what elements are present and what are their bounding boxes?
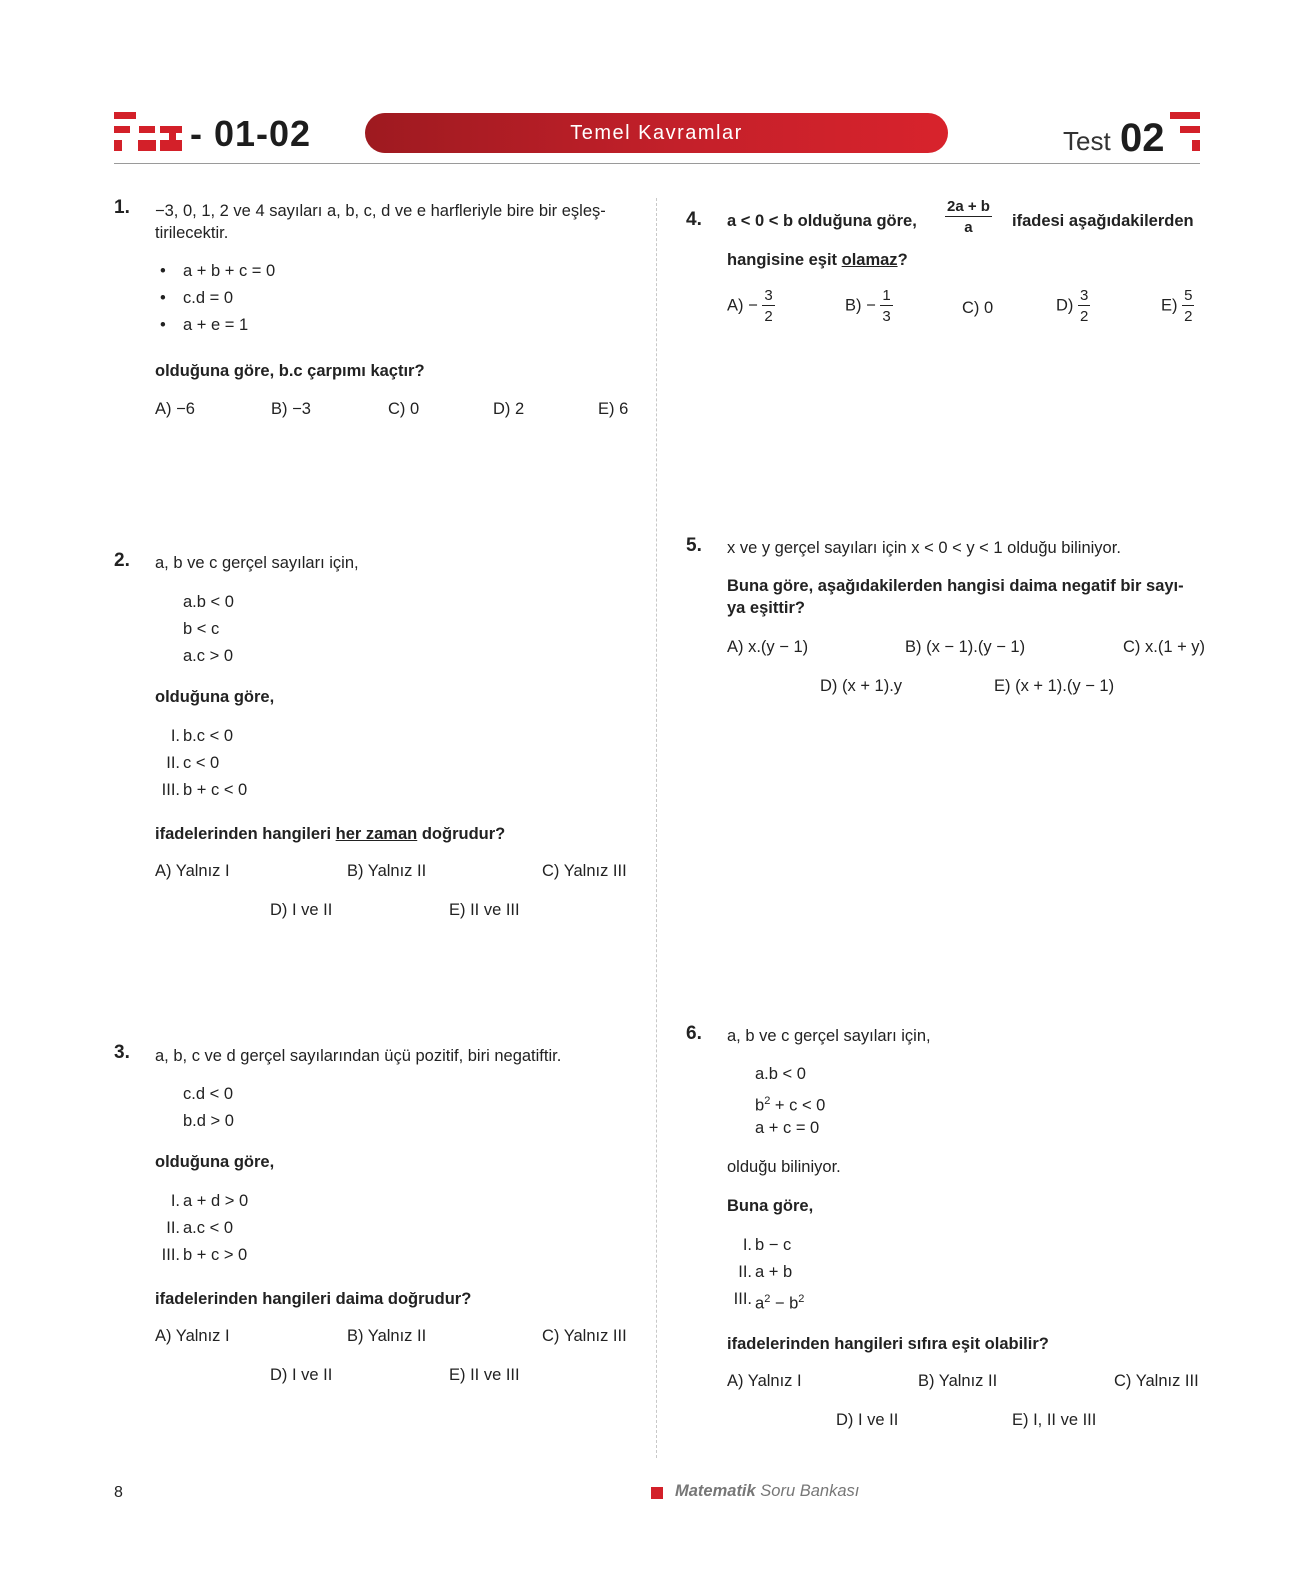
- question-4-fraction: $\frac{2a + b}{a}$: [947, 198, 990, 236]
- question-6-intro: a, b ve c gerçel sayıları için,: [727, 1027, 931, 1045]
- statement-numeral: III.: [161, 1246, 180, 1264]
- footer-brand: Matematik Soru Bankası: [675, 1482, 860, 1500]
- question-6-option-e[interactable]: E) I, II ve III: [1012, 1411, 1097, 1429]
- question-2-lead: olduğuna göre,: [155, 688, 275, 706]
- question-4-stem: hangisine eşit olamaz?: [727, 251, 908, 269]
- topic-banner: Temel Kavramlar: [365, 113, 948, 153]
- question-2-option-c[interactable]: C) Yalnız III: [542, 862, 627, 880]
- statement-numeral: II.: [166, 1219, 180, 1237]
- question-2-statement: b + c < 0: [183, 781, 248, 799]
- question-6-option-a[interactable]: A) Yalnız I: [727, 1372, 802, 1390]
- footer-square-icon: [651, 1487, 663, 1499]
- bullet-dot: •: [160, 316, 166, 334]
- question-2-statement: c < 0: [183, 754, 220, 772]
- question-6-option-b[interactable]: B) Yalnız II: [918, 1372, 998, 1390]
- question-2-condition: a.b < 0: [183, 593, 234, 611]
- question-3-option-c[interactable]: C) Yalnız III: [542, 1327, 627, 1345]
- question-3-condition: b.d > 0: [183, 1112, 234, 1130]
- question-3-lead: olduğuna göre,: [155, 1153, 275, 1171]
- question-2-intro: a, b ve c gerçel sayıları için,: [155, 554, 359, 572]
- question-2-option-e[interactable]: E) II ve III: [449, 901, 520, 919]
- question-3-stem: ifadelerinden hangileri daima doğrudur?: [155, 1290, 472, 1308]
- question-2-option-a[interactable]: A) Yalnız I: [155, 862, 230, 880]
- bullet-dot: •: [160, 262, 166, 280]
- question-4-option-e[interactable]: E) $\frac{5}{2}$: [1161, 287, 1193, 325]
- question-3-option-e[interactable]: E) II ve III: [449, 1366, 520, 1384]
- question-5-option-b[interactable]: B) (x − 1).(y − 1): [905, 638, 1026, 656]
- question-3-condition: c.d < 0: [183, 1085, 233, 1103]
- question-6-condition: a.b < 0: [755, 1065, 806, 1083]
- column-divider: [656, 198, 657, 1458]
- question-3-number: 3.: [114, 1042, 130, 1063]
- question-6-option-d[interactable]: D) I ve II: [836, 1411, 899, 1429]
- question-3-statement: a.c < 0: [183, 1219, 233, 1237]
- question-2-stem: ifadelerinden hangileri her zaman doğrudur?: [155, 825, 506, 843]
- page-number: 8: [114, 1484, 123, 1501]
- question-3-option-b[interactable]: B) Yalnız II: [347, 1327, 427, 1345]
- test-code: - 01-02: [190, 113, 312, 154]
- question-5-option-a[interactable]: A) x.(y − 1): [727, 638, 809, 656]
- question-4-continuation: ifadesi aşağıdakilerden: [1012, 212, 1194, 230]
- question-6-statement: b − c: [755, 1236, 792, 1254]
- question-4-option-b[interactable]: B) − $\frac{1}{3}$: [845, 287, 891, 325]
- question-1-condition: a + b + c = 0: [183, 262, 276, 280]
- question-1-option-c[interactable]: C) 0: [388, 400, 420, 418]
- header-divider: [114, 163, 1200, 164]
- question-1-stem: olduğuna göre, b.c çarpımı kaçtır?: [155, 362, 425, 380]
- question-3-statement: a + d > 0: [183, 1192, 249, 1210]
- question-2-condition: a.c > 0: [183, 647, 233, 665]
- question-3-option-d[interactable]: D) I ve II: [270, 1366, 333, 1384]
- question-5-stem: Buna göre, aşağıdakilerden hangisi daima negatif bir sayı- ya eşittir?: [727, 577, 1184, 617]
- question-1-option-e[interactable]: E) 6: [598, 400, 629, 418]
- statement-numeral: I.: [170, 727, 180, 745]
- question-5-option-c[interactable]: C) x.(1 + y): [1123, 638, 1206, 656]
- question-4-option-d[interactable]: D) $\frac{3}{2}$: [1056, 287, 1089, 325]
- question-2-statement: b.c < 0: [183, 727, 233, 745]
- statement-numeral: III.: [161, 781, 180, 799]
- question-6-statement: $a^2 - b^2$: [755, 1293, 805, 1313]
- question-6-number: 6.: [686, 1023, 702, 1044]
- bullet-dot: •: [160, 289, 166, 307]
- question-6-option-c[interactable]: C) Yalnız III: [1114, 1372, 1199, 1390]
- question-1-number: 1.: [114, 197, 130, 218]
- question-6-known: olduğu biliniyor.: [727, 1158, 841, 1176]
- statement-numeral: I.: [742, 1236, 752, 1254]
- question-6-statement: a + b: [755, 1263, 793, 1281]
- question-3-option-a[interactable]: A) Yalnız I: [155, 1327, 230, 1345]
- question-3-intro: a, b, c ve d gerçel sayılarından üçü pozitif, biri negatiftir.: [155, 1047, 562, 1065]
- question-2-option-b[interactable]: B) Yalnız II: [347, 862, 427, 880]
- question-2-option-d[interactable]: D) I ve II: [270, 901, 333, 919]
- statement-numeral: I.: [170, 1192, 180, 1210]
- question-1-option-b[interactable]: B) −3: [271, 400, 311, 418]
- test-label: Test: [1063, 126, 1111, 156]
- question-4-number: 4.: [686, 209, 702, 230]
- test-number: 02: [1120, 116, 1165, 160]
- corner-logo-mark: [1170, 112, 1200, 152]
- question-4-condition: a < 0 < b olduğuna göre,: [727, 212, 917, 230]
- question-5-intro: x ve y gerçel sayıları için x < 0 < y < 1 olduğu biliniyor.: [727, 539, 1121, 557]
- question-5-option-d[interactable]: D) (x + 1).y: [820, 677, 903, 695]
- question-1-option-d[interactable]: D) 2: [493, 400, 525, 418]
- question-2-condition: b < c: [183, 620, 220, 638]
- question-3-statement: b + c > 0: [183, 1246, 248, 1264]
- statement-numeral: II.: [738, 1263, 752, 1281]
- question-1-option-a[interactable]: A) −6: [155, 400, 195, 418]
- question-4-option-a[interactable]: A) − $\frac{3}{2}$: [727, 287, 773, 325]
- question-4-option-c[interactable]: C) 0: [962, 299, 994, 317]
- question-1-condition: a + e = 1: [183, 316, 249, 334]
- question-6-condition: a + c = 0: [755, 1119, 820, 1137]
- question-5-number: 5.: [686, 535, 702, 556]
- statement-numeral: II.: [166, 754, 180, 772]
- question-6-lead: Buna göre,: [727, 1197, 814, 1215]
- question-6-condition: $b^2 + c < 0$: [755, 1095, 826, 1115]
- statement-numeral: III.: [733, 1290, 752, 1308]
- question-2-number: 2.: [114, 550, 130, 571]
- question-5-option-e[interactable]: E) (x + 1).(y − 1): [994, 677, 1115, 695]
- question-1-condition: c.d = 0: [183, 289, 233, 307]
- faz-logo: [114, 112, 184, 152]
- question-1-intro: −3, 0, 1, 2 ve 4 sayıları a, b, c, d ve e harfleriyle bire bir eşleş- tirilecektir.: [155, 202, 606, 242]
- question-6-stem: ifadelerinden hangileri sıfıra eşit olabilir?: [727, 1335, 1049, 1353]
